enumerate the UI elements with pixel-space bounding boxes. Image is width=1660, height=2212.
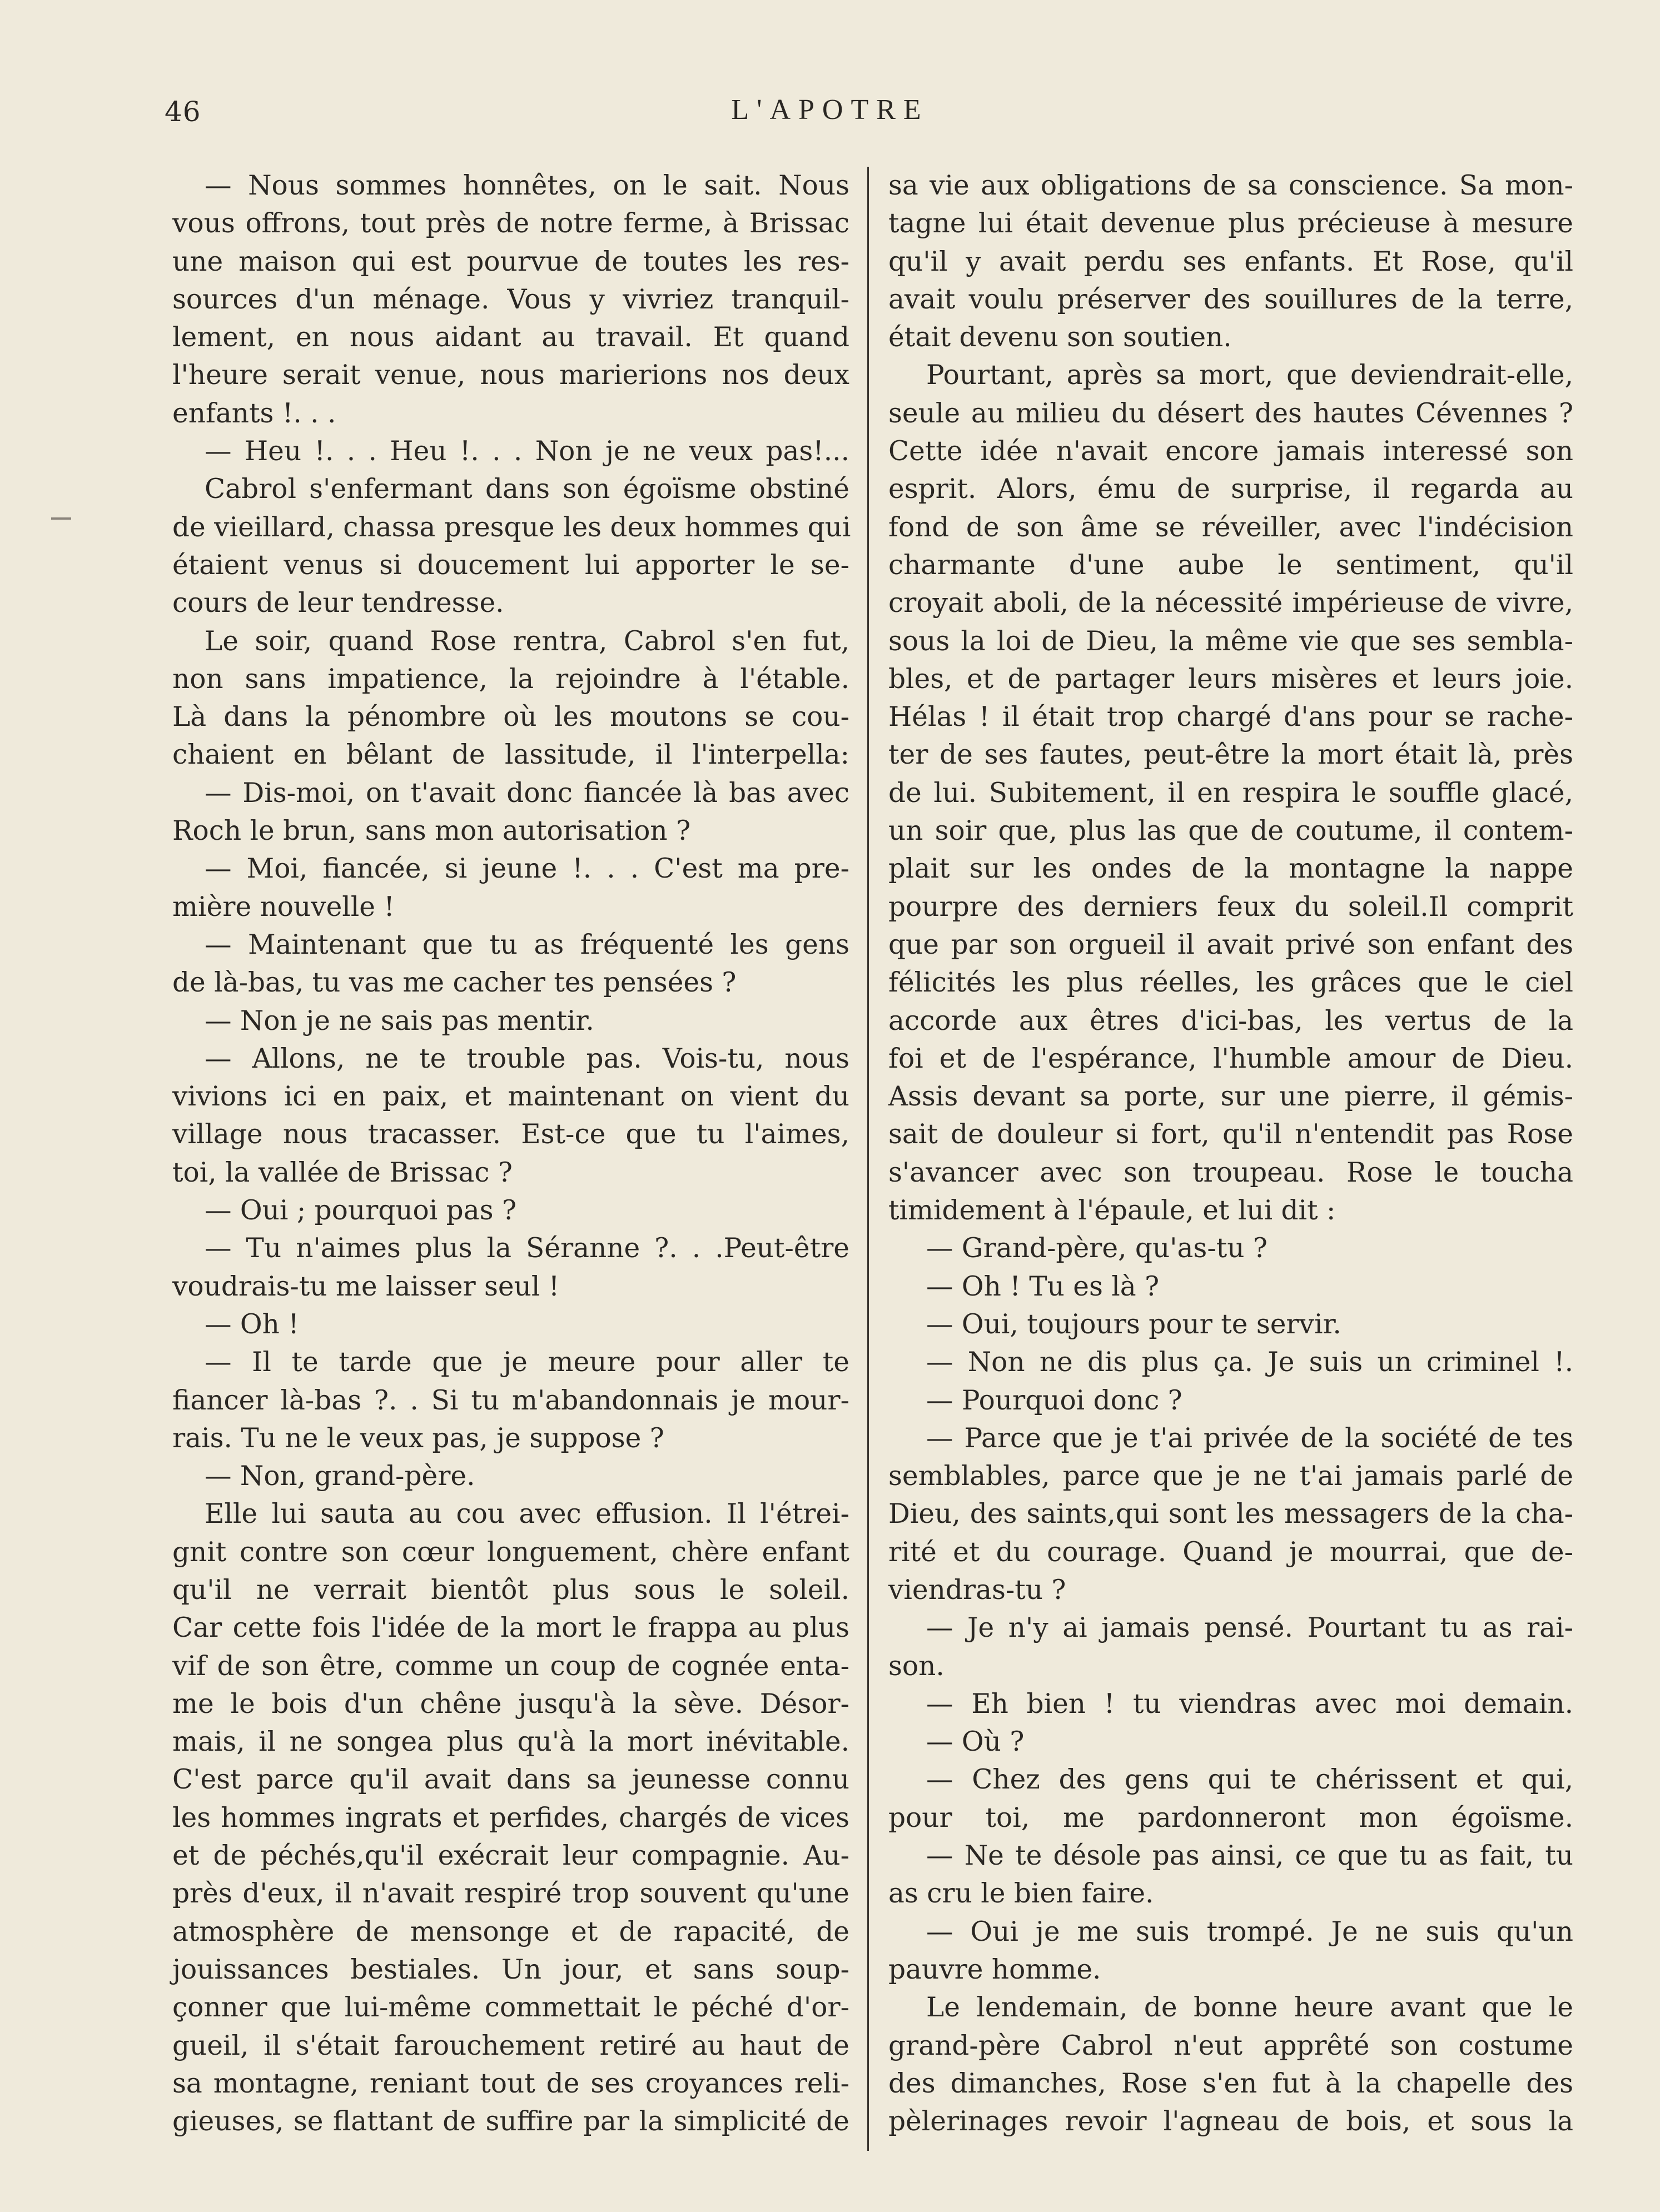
text-line: pour toi, me pardonneront mon égoïsme. [888,1802,1573,1834]
text-line: croyait aboli, de la nécessité impérieuse de vivre, [888,587,1573,619]
text-line: mière nouvelle ! [172,891,395,923]
text-line: — Où ? [926,1726,1025,1758]
text-line: chaient en bêlant de lassitude, il l'interpella: [172,739,849,771]
left-column [172,167,849,2140]
text-line: semblables, parce que je ne t'ai jamais parlé de [888,1461,1573,1492]
text-line: Cabrol s'enfermant dans son égoïsme obstiné [205,474,849,505]
text-line: — Maintenant que tu as fréquenté les gens [205,929,849,960]
page-number: 46 [165,96,201,128]
text-line: vif de son être, comme un coup de cognée enta- [172,1650,849,1682]
text-line: — Allons, ne te trouble pas. Vois-tu, nous [205,1043,849,1074]
running-title: L'APOTRE [731,94,929,126]
text-line: sait de douleur si fort, qu'il n'entendit pas Rose [888,1119,1573,1150]
text-line: que par son orgueil il avait privé son enfant des [888,929,1573,960]
text-line: esprit. Alors, ému de surprise, il regarda au [888,474,1573,505]
text-line: de là-bas, tu vas me cacher tes pensées ? [172,967,737,999]
text-line: — Non je ne sais pas mentir. [205,1005,594,1037]
text-line: C'est parce qu'il avait dans sa jeunesse connu [172,1764,849,1796]
text-line: avait voulu préserver des souillures de la terre, [888,283,1573,315]
text-line: mais, il ne songea plus qu'à la mort inévitable. [172,1726,849,1758]
text-line: me le bois d'un chêne jusqu'à la sève. Désor- [172,1688,849,1720]
text-line: félicités les plus réelles, les grâces que le ciel [888,967,1573,999]
text-line: vous offrons, tout près de notre ferme, à Brissac [172,208,849,240]
text-line: plait sur les ondes de la montagne la nappe [888,853,1573,885]
text-line: les hommes ingrats et perfides, chargés de vices [172,1802,849,1834]
text-line: sa montagne, reniant tout de ses croyances reli- [172,2067,849,2099]
text-line: sources d'un ménage. Vous y vivriez tranquil- [172,283,849,315]
text-line: Le soir, quand Rose rentra, Cabrol s'en fut, [205,625,849,657]
text-line: — Dis-moi, on t'avait donc fiancée là bas avec [205,777,849,809]
text-line: — Oui, toujours pour te servir. [926,1308,1341,1340]
text-line: foi et de l'espérance, l'humble amour de Dieu. [888,1043,1573,1074]
text-line: toi, la vallée de Brissac ? [172,1157,513,1188]
text-line: tagne lui était devenue plus précieuse à mesure [888,208,1573,240]
text-line: — Moi, fiancée, si jeune !. . . C'est ma pre- [205,853,849,885]
text-line: s'avancer avec son troupeau. Rose le toucha [888,1157,1573,1188]
text-line: Car cette fois l'idée de la mort le frappa au plus [172,1612,849,1644]
text-line: fiancer là-bas ?. . Si tu m'abandonnais je mour- [172,1384,849,1416]
text-line: — Je n'y ai jamais pensé. Pourtant tu as rai- [926,1612,1573,1644]
text-line: — Oui ; pourquoi pas ? [205,1195,516,1227]
text-line: un soir que, plus las que de coutume, il contem- [888,815,1573,847]
text-line: l'heure serait venue, nous marierions nos deux [172,360,849,391]
text-line: et de péchés,qu'il exécrait leur compagnie. Au- [172,1840,849,1872]
column-divider [867,167,869,2151]
text-line: — Eh bien ! tu viendras avec moi demain. [926,1688,1573,1720]
text-line: Hélas ! il était trop chargé d'ans pour se rache- [888,701,1573,733]
text-line: de lui. Subitement, il en respira le souffle glacé, [888,777,1573,809]
text-line: Roch le brun, sans mon autorisation ? [172,815,691,847]
right-column [888,167,1573,2140]
text-line: ter de ses fautes, peut-être la mort était là, près [888,739,1573,771]
text-line: atmosphère de mensonge et de rapacité, de [172,1916,849,1947]
text-line: enfants !. . . [172,397,336,429]
text-line: pauvre homme. [888,1954,1101,1985]
text-line: était devenu son soutien. [888,322,1232,353]
text-line: voudrais-tu me laisser seul ! [172,1271,560,1302]
text-line: Là dans la pénombre où les moutons se cou- [172,701,849,733]
text-line: Assis devant sa porte, sur une pierre, il gémis- [888,1081,1573,1113]
text-line: jouissances bestiales. Un jour, et sans soup- [172,1954,849,1985]
text-line: village nous tracasser. Est-ce que tu l'aimes, [172,1119,849,1150]
text-line: as cru le bien faire. [888,1878,1154,1910]
text-line: grand-père Cabrol n'eut apprêté son costume [888,2030,1573,2061]
text-line: bles, et de partager leurs misères et leurs joie. [888,663,1573,695]
text-line: pourpre des derniers feux du soleil.Il comprit [888,891,1573,923]
text-line: timidement à l'épaule, et lui dit : [888,1195,1336,1227]
text-line: vivions ici en paix, et maintenant on vient du [172,1081,849,1113]
text-line: une maison qui est pourvue de toutes les res- [172,246,849,277]
text-line: Elle lui sauta au cou avec effusion. Il l'étrei- [205,1498,849,1530]
text-line: étaient venus si doucement lui apporter le se- [172,549,849,581]
text-line: qu'il ne verrait bientôt plus sous le soleil. [172,1574,849,1606]
text-line: Le lendemain, de bonne heure avant que le [926,1992,1573,2024]
text-line: — Il te tarde que je meure pour aller te [205,1347,849,1378]
text-line: — Heu !. . . Heu !. . . Non je ne veux pas!... [205,436,849,467]
text-line: des dimanches, Rose s'en fut à la chapelle des [888,2067,1573,2099]
margin-mark [51,517,71,520]
text-line: — Oh ! [205,1308,299,1340]
text-line: fond de son âme se réveiller, avec l'indécision [888,511,1573,543]
text-line: non sans impatience, la rejoindre à l'étable. [172,663,849,695]
text-line: accorde aux êtres d'ici-bas, les vertus de la [888,1005,1573,1037]
text-line: — Parce que je t'ai privée de la société de tes [926,1422,1573,1454]
text-line: — Ne te désole pas ainsi, ce que tu as fait, tu [926,1840,1573,1872]
text-line: son. [888,1650,945,1682]
text-line: — Oui je me suis trompé. Je ne suis qu'un [926,1916,1573,1947]
text-line: gueil, il s'était farouchement retiré au haut de [172,2030,849,2061]
text-line: viendras-tu ? [888,1574,1066,1606]
text-line: çonner que lui-même commettait le péché d'or- [172,1992,849,2024]
text-line: Pourtant, après sa mort, que deviendrait-elle, [926,360,1573,391]
text-line: — Tu n'aimes plus la Séranne ?. . .Peut-être [205,1233,849,1264]
text-line: qu'il y avait perdu ses enfants. Et Rose, qu'il [888,246,1573,277]
text-line: — Pourquoi donc ? [926,1384,1182,1416]
text-line: lement, en nous aidant au travail. Et quand [172,322,849,353]
text-line: charmante d'une aube le sentiment, qu'il [888,549,1573,581]
text-line: — Chez des gens qui te chérissent et qui, [926,1764,1573,1796]
text-line: sa vie aux obligations de sa conscience. Sa mon- [888,170,1573,201]
text-line: rais. Tu ne le veux pas, je suppose ? [172,1422,664,1454]
text-line: près d'eux, il n'avait respiré trop souvent qu'une [172,1878,849,1910]
text-line: sous la loi de Dieu, la même vie que ses sembla- [888,625,1573,657]
text-line: Cette idée n'avait encore jamais interessé son [888,436,1573,467]
text-line: cours de leur tendresse. [172,587,504,619]
text-line: rité et du courage. Quand je mourrai, que de- [888,1536,1573,1568]
text-line: — Non ne dis plus ça. Je suis un criminel !. [926,1347,1573,1378]
text-line: seule au milieu du désert des hautes Cévennes ? [888,397,1573,429]
text-line: — Grand-père, qu'as-tu ? [926,1233,1268,1264]
text-line: Dieu, des saints,qui sont les messagers de la cha- [888,1498,1573,1530]
text-line: — Oh ! Tu es là ? [926,1271,1160,1302]
text-line: — Nous sommes honnêtes, on le sait. Nous [205,170,849,201]
text-line: de vieillard, chassa presque les deux hommes qui [172,511,851,543]
text-line: gieuses, se flattant de suffire par la simplicité de [172,2106,849,2138]
text-line: gnit contre son cœur longuement, chère enfant [172,1536,849,1568]
text-line: pèlerinages revoir l'agneau de bois, et sous la [888,2106,1573,2138]
text-line: — Non, grand-père. [205,1461,475,1492]
